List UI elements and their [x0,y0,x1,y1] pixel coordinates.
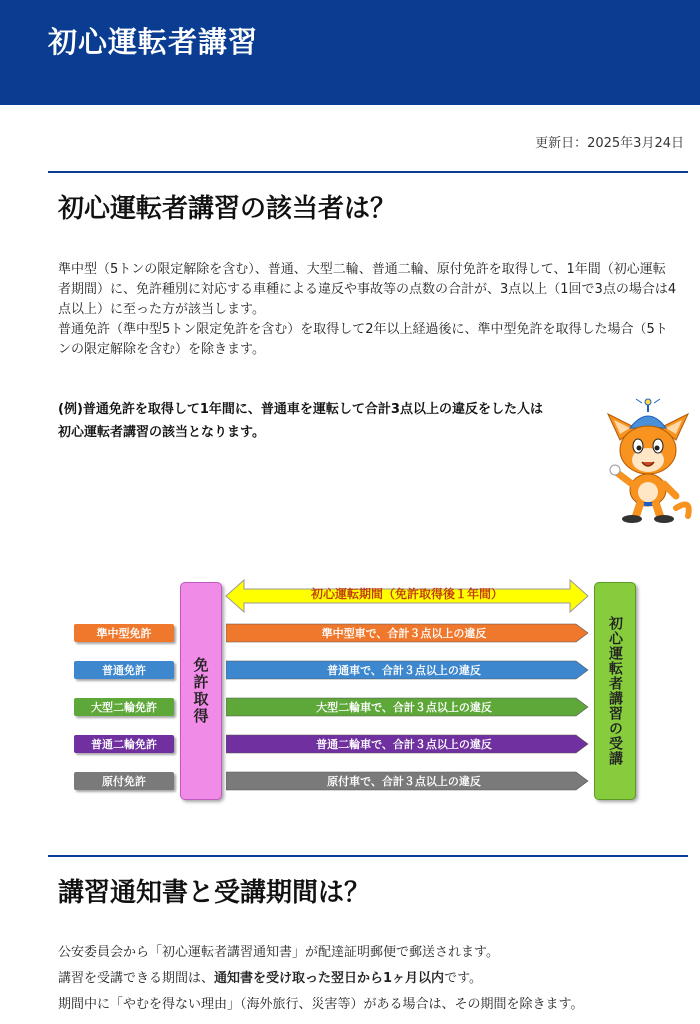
license-label: 普通二輪免許 [74,735,174,753]
license-label: 原付免許 [74,772,174,790]
license-label: 普通免許 [74,661,174,679]
period-text-emphasis: 通知書を受け取った翌日から1ヶ月以内 [214,971,445,986]
license-acquisition-box [180,582,222,800]
section-divider [48,855,688,857]
target-label: 初心運転者講習の受講 [607,616,623,766]
violation-label: 準中型車で、合計３点以上の違反 [321,627,487,640]
notice-line: 公安委員会から「初心運転者講習通知書」が配達証明郵便で郵送されます。 [58,945,499,960]
section1-heading: 初心運転者講習の該当者は？ [58,194,397,224]
violation-label: 大型二輪車で、合計３点以上の違反 [316,701,492,714]
acquisition-label: 免許取得 [191,657,210,725]
updated-date: 更新日：2025年3月24日 [535,136,684,151]
exception-line: 期間中に「やむを得ない理由」（海外旅行、災害等）がある場合は、その期間を除きます。 [58,997,584,1012]
exception-paragraph: 普通免許（準中型5トン限定免許を含む）を取得して2年以上経過後に、準中型免許を取得した場合（5トンの限定解除を含む）を除きます。 [58,322,668,357]
license-label: 準中型免許 [74,624,174,642]
section2-body [58,940,678,1018]
site-title: 初心運転者講習 [48,25,259,59]
orange-mascot-icon [602,398,694,526]
section2-heading: 講習通知書と受講期間は？ [58,878,371,908]
period-label: 初心運転期間（免許取得後１年間） [310,587,503,601]
section1-body [58,260,678,360]
violation-label: 原付車で、合計３点以上の違反 [327,775,481,788]
eligibility-paragraph: 準中型（5トンの限定解除を含む）、普通、大型二輪、普通二輪、原付免許を取得して、1年間（初心運転者期間）に、免許種別に対応する車種による違反や事故等の点数の合計が、3点以上（1回で3点の場合は4点以上）に至った方が該当します。 [58,262,677,317]
violation-label: 普通二輪車で、合計３点以上の違反 [316,738,492,751]
example-line-2: 初心運転者講習の該当となります。 [58,425,265,440]
example-line-1: (例)普通免許を取得して1年間に、普通車を運転して合計3点以上の違反をした人は [58,402,543,417]
course-target-box [594,582,636,800]
period-text-a: 講習を受講できる期間は、 [58,971,215,986]
site-header [0,0,700,105]
example-note [58,398,618,444]
period-line [58,966,678,992]
period-text-c: です。 [444,971,483,986]
section-divider [48,171,688,173]
license-label: 大型二輪免許 [74,698,174,716]
violation-label: 普通車で、合計３点以上の違反 [327,664,481,677]
